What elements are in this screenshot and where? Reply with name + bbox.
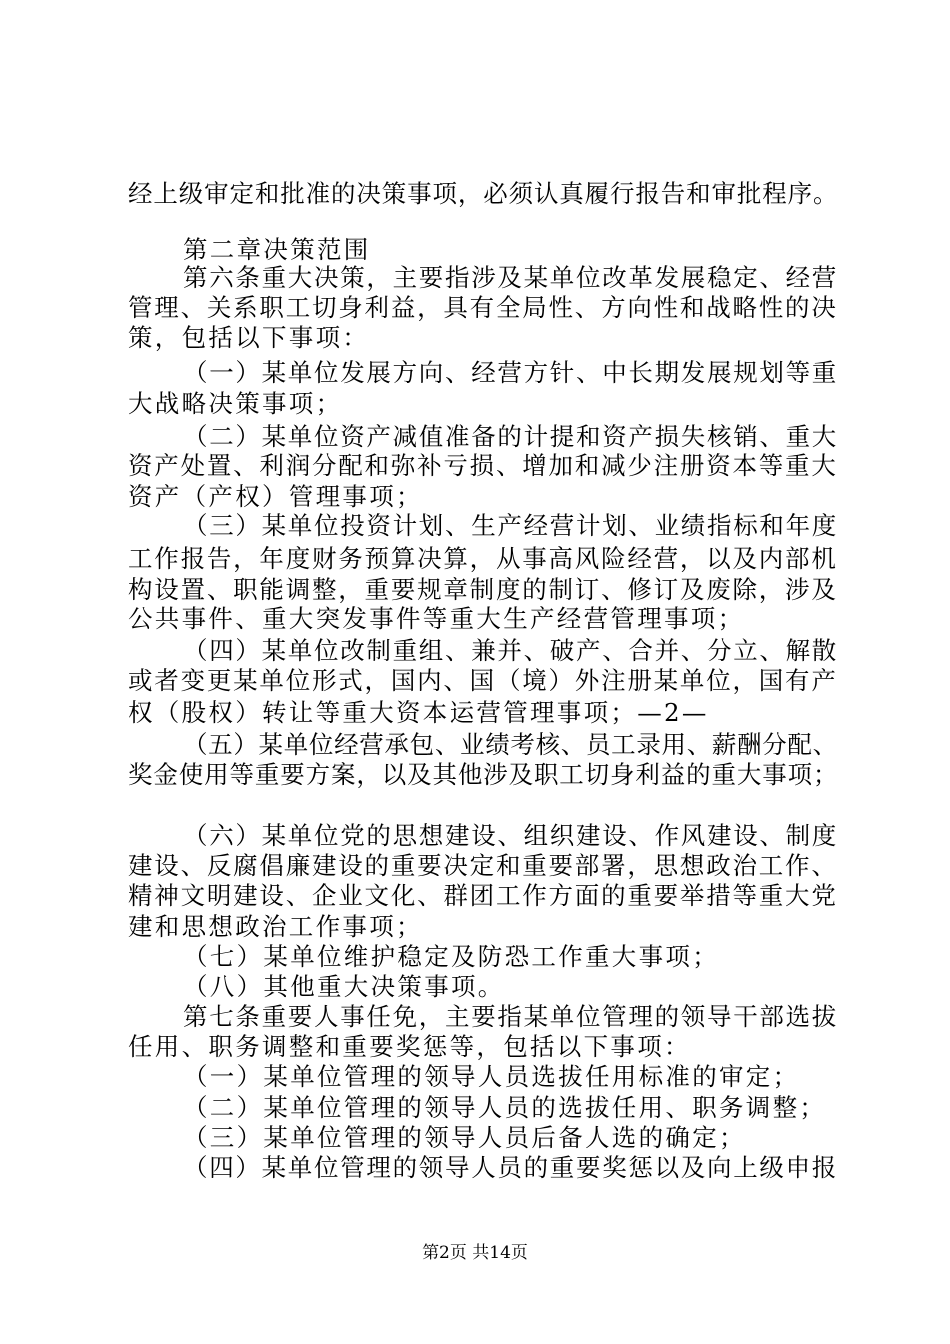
list-item-line: 资产处置、利润分配和弥补亏损、增加和减少注册资本等重大 (128, 451, 838, 480)
list-item-line: （二）某单位资产减值准备的计提和资产损失核销、重大 (183, 422, 838, 451)
list-item-line: 或者变更某单位形式，国内、国（境）外注册某单位，国有产 (128, 666, 838, 695)
list-item-line: （七）某单位维护稳定及防恐工作重大事项； (183, 942, 719, 971)
list-item-line: （三）某单位投资计划、生产经营计划、业绩指标和年度 (183, 511, 838, 540)
list-item-line: 公共事件、重大突发事件等重大生产经营管理事项； (128, 604, 745, 633)
body-text-line: 任用、职务调整和重要奖惩等，包括以下事项： (128, 1032, 691, 1061)
list-item-line: （三）某单位管理的领导人员后备人选的确定； (183, 1123, 746, 1152)
body-text-line: 第七条重要人事任免，主要指某单位管理的领导干部选拔 (183, 1002, 838, 1031)
list-item-line: 构设置、职能调整，重要规章制度的制订、修订及废除，涉及 (128, 575, 838, 604)
list-item-line: 资产（产权）管理事项； (128, 482, 423, 511)
list-item-line: 建设、反腐倡廉建设的重要决定和重要部署，思想政治工作、 (128, 851, 838, 880)
body-text-line: 策，包括以下事项： (128, 323, 370, 352)
body-text-line: 经上级审定和批准的决策事项，必须认真履行报告和审批程序。 (128, 179, 839, 208)
list-item-line: （一）某单位发展方向、经营方针、中长期发展规划等重 (183, 358, 838, 387)
body-text-line: 第六条重大决策，主要指涉及某单位改革发展稳定、经营 (183, 263, 838, 292)
list-item-line: （一）某单位管理的领导人员选拔任用标准的审定； (183, 1062, 800, 1091)
list-item-line: 权（股权）转让等重大资本运营管理事项；—2— (128, 698, 709, 727)
list-item-line: 建和思想政治工作事项； (128, 912, 423, 941)
list-item-line: （五）某单位经营承包、业绩考核、员工录用、薪酬分配、 (183, 730, 838, 759)
page-footer: 第2页 共14页 (422, 1243, 528, 1263)
list-item-line: 工作报告，年度财务预算决算，从事高风险经营，以及内部机 (128, 544, 838, 573)
list-item-line: （四）某单位管理的领导人员的重要奖惩以及向上级申报 (183, 1153, 838, 1182)
list-item-line: （二）某单位管理的领导人员的选拔任用、职务调整； (183, 1093, 827, 1122)
chapter-heading: 第二章决策范围 (183, 235, 371, 264)
list-item-line: （四）某单位改制重组、兼并、破产、合并、分立、解散 (183, 636, 838, 665)
list-item-line: 奖金使用等重要方案，以及其他涉及职工切身利益的重大事项； (128, 760, 839, 789)
list-item-line: （八）其他重大决策事项。 (183, 972, 505, 1001)
body-text-line: 管理、关系职工切身利益，具有全局性、方向性和战略性的决 (128, 293, 838, 322)
list-item-line: 大战略决策事项； (128, 389, 343, 418)
list-item-line: 精神文明建设、企业文化、群团工作方面的重要举措等重大党 (128, 881, 838, 910)
list-item-line: （六）某单位党的思想建设、组织建设、作风建设、制度 (183, 821, 838, 850)
